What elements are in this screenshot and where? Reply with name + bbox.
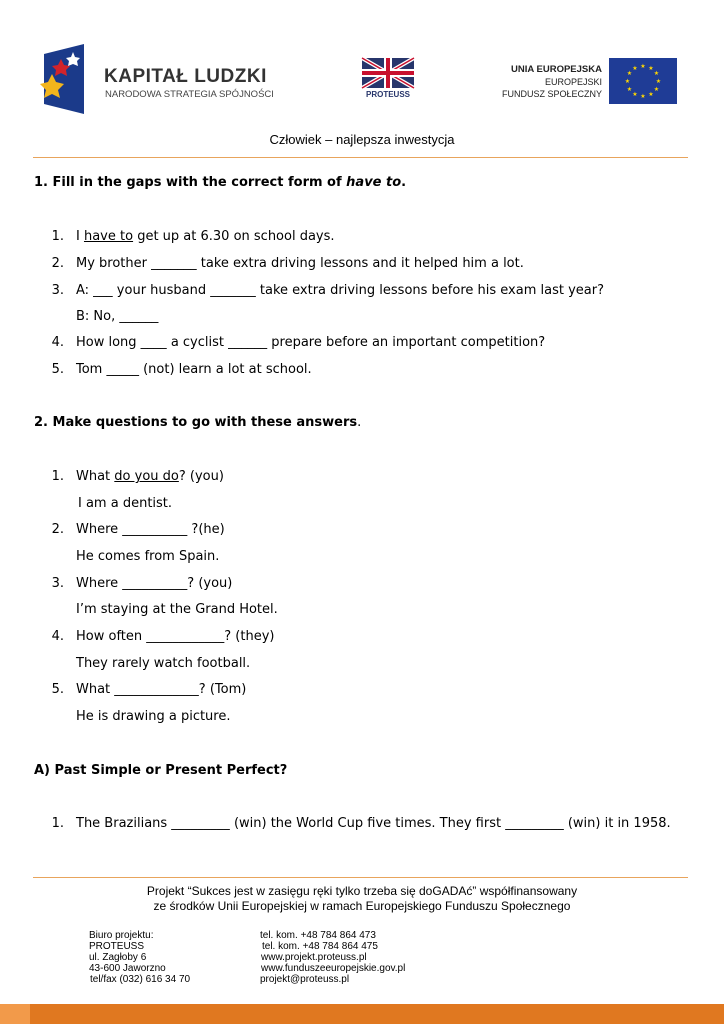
svg-text:★: ★	[648, 91, 654, 98]
list-number: 5.	[51, 682, 64, 697]
svg-text:★: ★	[632, 91, 638, 98]
list-item: Tom _____ (not) learn a lot at school.	[76, 362, 312, 377]
eu-text-block	[480, 64, 602, 100]
header-divider	[33, 157, 688, 158]
footer-color-bar-left	[0, 1004, 30, 1024]
list-item: The Brazilians _________ (win) the World Cup five times. They first _________ (win) it in 1958.	[76, 816, 671, 831]
kapital-ludzki-logo	[38, 44, 278, 114]
list-item: What do you do? (you)	[76, 469, 224, 484]
list-number: 2.	[51, 522, 64, 537]
list-item: How long ____ a cyclist ______ prepare before an important competition?	[76, 335, 546, 350]
svg-text:★: ★	[632, 65, 638, 72]
svg-text:★: ★	[653, 70, 660, 77]
answer-text: I am a dentist.	[78, 496, 173, 511]
footer-link-project[interactable]: www.projekt.proteuss.pl	[261, 952, 367, 963]
list-item: What _____________? (Tom)	[76, 682, 247, 697]
answer-text: He is drawing a picture.	[76, 709, 231, 724]
footer-project-line2: ze środków Unii Europejskiej w ramach Europejskiego Funduszu Społecznego	[153, 899, 571, 913]
svg-text:★: ★	[640, 93, 646, 100]
list-number: 3.	[51, 576, 64, 591]
footer-link-funds[interactable]: www.funduszeeuropejskie.gov.pl	[261, 963, 406, 974]
answer-text: They rarely watch football.	[76, 656, 251, 671]
footer-color-bar	[30, 1004, 724, 1024]
svg-text:★: ★	[626, 70, 633, 77]
footer-contacts: tel. kom. +48 784 864 473 tel. kom. +48 784 864 475 www.projekt.proteuss.pl www.funduszeeuropejskie.gov.pl projekt@proteuss.pl	[260, 930, 406, 985]
list-item: Where __________? (you)	[76, 576, 233, 591]
list-number: 1.	[51, 816, 64, 831]
eu-line3: FUNDUSZ SPOŁECZNY	[501, 89, 602, 99]
eu-flag-icon	[609, 58, 677, 104]
list-number: 1.	[51, 469, 64, 484]
answer-text: I’m staying at the Grand Hotel.	[76, 602, 278, 617]
footer-link-email[interactable]: projekt@proteuss.pl	[260, 974, 350, 985]
kapital-ludzki-title: KAPITAŁ LUDZKI	[104, 66, 267, 87]
svg-text:★: ★	[640, 63, 646, 70]
list-number: 3.	[51, 283, 64, 298]
list-number: 4.	[51, 629, 64, 644]
kapital-ludzki-subtitle: NARODOWA STRATEGIA SPÓJNOŚCI	[105, 89, 274, 100]
footer-address: Biuro projektu: PROTEUSS ul. Zagłoby 6 43-600 Jaworzno tel/fax (032) 616 34 70	[89, 930, 191, 985]
answer-text: He comes from Spain.	[76, 549, 220, 564]
list-item: I have to get up at 6.30 on school days.	[76, 229, 335, 244]
proteuss-label: PROTEUSS	[365, 90, 410, 99]
list-item: How often ____________? (they)	[76, 629, 275, 644]
list-number: 2.	[51, 256, 64, 271]
list-item: A: ___ your husband _______ take extra driving lessons before his exam last year?	[76, 283, 604, 298]
tagline: Człowiek – najlepsza inwestycja	[269, 132, 455, 147]
footer-project-line1: Projekt “Sukces jest w zasięgu ręki tylko trzeba się doGADAć” współfinansowany	[146, 884, 578, 898]
list-number: 1.	[51, 229, 64, 244]
list-number: 5.	[51, 362, 64, 377]
union-flag-shield-icon	[360, 56, 416, 90]
section3-heading: A) Past Simple or Present Perfect?	[34, 763, 288, 778]
section1-heading: 1. Fill in the gaps with the correct form of have to.	[34, 175, 407, 190]
list-item: Where __________ ?(he)	[76, 522, 225, 537]
svg-text:★: ★	[653, 86, 660, 93]
list-number: 4.	[51, 335, 64, 350]
svg-text:★: ★	[655, 78, 662, 85]
section2-heading: 2. Make questions to go with these answers.	[34, 415, 362, 430]
list-item: B: No, ______	[76, 309, 159, 324]
proteuss-logo	[360, 56, 416, 104]
eu-line2: EUROPEJSKI	[544, 77, 602, 87]
svg-text:★: ★	[626, 86, 633, 93]
footer-divider	[33, 877, 688, 878]
eu-line1: UNIA EUROPEJSKA	[511, 64, 602, 75]
kapital-ludzki-emblem-icon	[38, 44, 88, 114]
svg-text:★: ★	[624, 78, 631, 85]
list-item: My brother _______ take extra driving lessons and it helped him a lot.	[76, 256, 524, 271]
svg-text:★: ★	[648, 65, 654, 72]
